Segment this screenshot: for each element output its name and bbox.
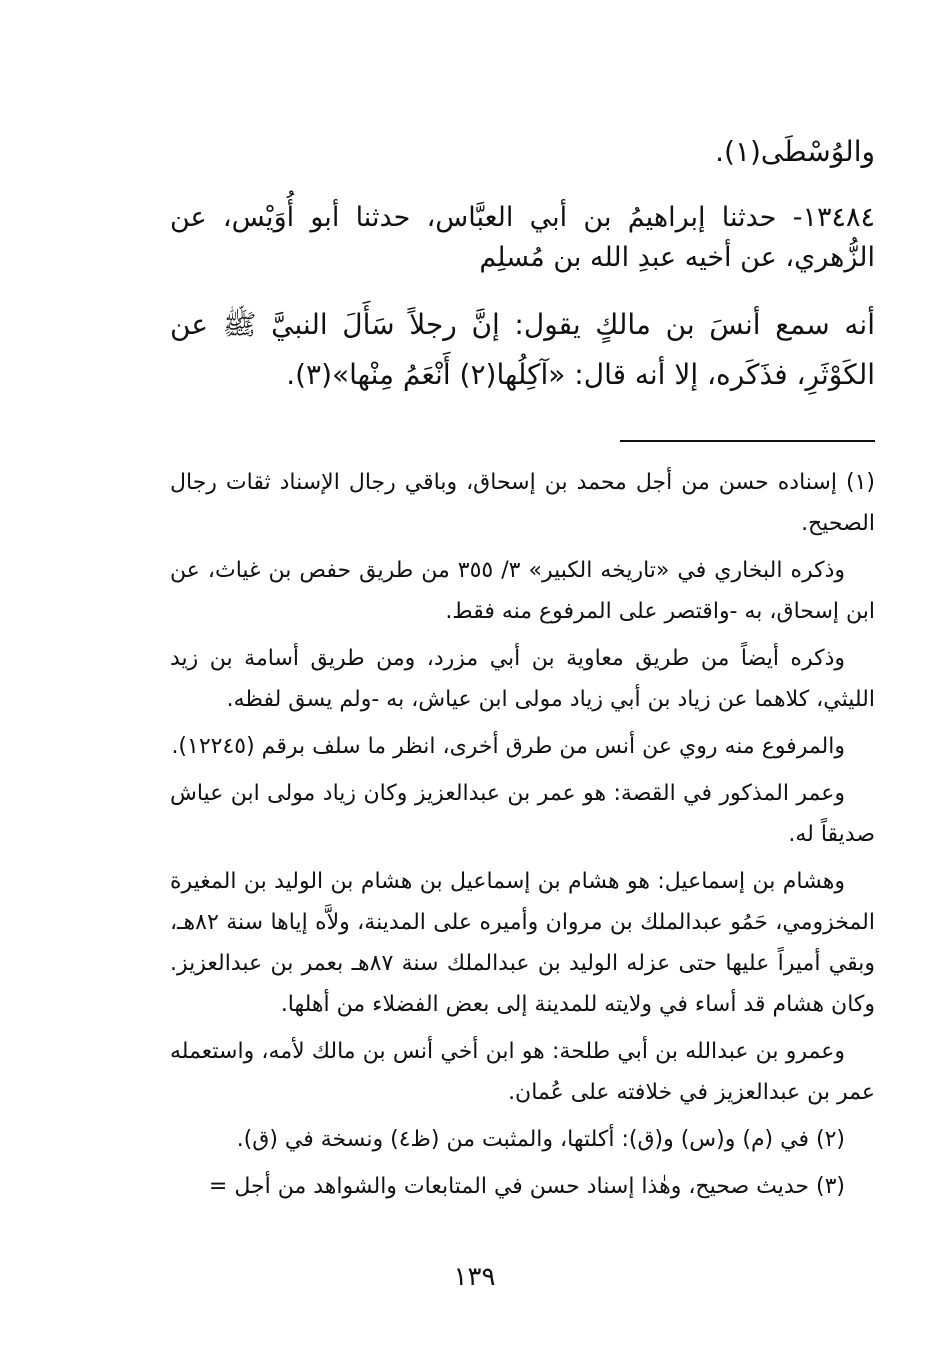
footnote-1-umar-note: وعمر المذكور في القصة: هو عمر بن عبدالعزيز وكان زياد مولى ابن عياش صديقاً له. — [170, 781, 875, 847]
footnote-1-bukhari-note: وذكره البخاري في «تاريخه الكبير» ٣/ ٣٥٥ من طريق حفص بن غياث، عن ابن إسحاق، به -واقتصر على المرفوع منه فقط. — [170, 558, 875, 624]
hadith-isnad: ١٣٤٨٤- حدثنا إبراهيمُ بن أبي العبَّاس، حدثنا أبو أُوَيْس، عن الزُّهري، عن أخيه عبدِ الله بن مُسلِم — [170, 202, 875, 273]
footnote-1-other-routes: وذكره أيضاً من طريق معاوية بن أبي مزرد، ومن طريق أسامة بن زيد الليثي، كلاهما عن زياد بن أبي زياد مولى ابن عياش، به -ولم يسق لفظه. — [170, 646, 875, 712]
footnotes-section — [170, 462, 875, 1213]
footnote-1-marfu-note: والمرفوع منه روي عن أنس من طرق أخرى، انظر ما سلف برقم (١٢٢٤٥). — [171, 734, 845, 759]
hadith-matn: أنه سمع أنسَ بن مالكٍ يقول: إنَّ رجلاً سَأَلَ النبيَّ ﷺ عن الكَوْثَرِ، فذَكَره، إلا أنه قال: «آكِلُها(٢) أَنْعَمُ مِنْها»(٣). — [170, 308, 875, 391]
footnote-divider — [620, 440, 875, 442]
previous-text-ending: والوُسْطَى(١). — [715, 135, 875, 168]
footnote-3: (٣) حديث صحيح، وهٰذا إسناد حسن في المتابعات والشواهد من أجل = — [208, 1174, 845, 1199]
footnote-1-amr-note: وعمرو بن عبدالله بن أبي طلحة: هو ابن أخي أنس بن مالك لأمه، واستعمله عمر بن عبدالعزيز في خلافته على عُمان. — [170, 1039, 875, 1105]
page-number: ١٣٩ — [453, 1262, 496, 1292]
footnote-1: (١) إسناده حسن من أجل محمد بن إسحاق، وباقي رجال الإسناد ثقات رجال الصحيح. — [170, 470, 875, 536]
footnote-1-hisham-note: وهشام بن إسماعيل: هو هشام بن إسماعيل بن هشام بن الوليد بن المغيرة المخزومي، حَمُو عبدالملك بن مروان وأميره على المدينة، ولاَّه إياها سنة ٨٢هـ، وبقي أميراً عليها حتى عزله الوليد بن عبدالملك سنة ٨٧هـ بعمر بن عبدالعزيز. وكان هشام قد أساء في ولايته للمدينة إلى بعض الفضلاء من أهلها. — [170, 869, 875, 1017]
footnote-2: (٢) في (م) و(س) و(ق): أكلتها، والمثبت من (ظ٤) ونسخة في (ق). — [236, 1127, 845, 1152]
